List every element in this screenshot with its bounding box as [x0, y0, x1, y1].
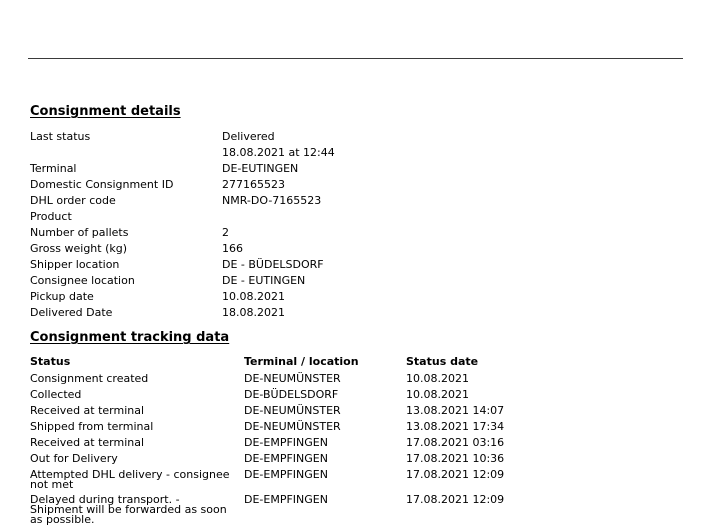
table-row	[30, 492, 550, 526]
detail-value-line: DE - BÜDELSDORF	[222, 258, 324, 271]
detail-value-line: 18.08.2021	[222, 306, 285, 319]
status-cell: Received at terminal	[30, 436, 145, 449]
detail-label: Product	[30, 210, 72, 223]
status-cell: Delayed during transport. - Shipment will be forwarded as soon as possible.	[30, 493, 227, 526]
date-cell: 17.08.2021 03:16	[406, 436, 505, 449]
detail-row-shipper-location	[30, 257, 430, 273]
date-cell: 13.08.2021 17:34	[406, 420, 505, 433]
terminal-cell: DE-NEUMÜNSTER	[244, 404, 341, 417]
table-row	[30, 371, 550, 387]
detail-value-line	[222, 209, 430, 225]
date-cell: 13.08.2021 14:07	[406, 404, 505, 417]
detail-value-line: Delivered	[222, 130, 275, 143]
detail-value	[222, 129, 430, 161]
detail-row-last-status	[30, 129, 430, 161]
date-cell: 17.08.2021 10:36	[406, 452, 505, 465]
detail-label: Number of pallets	[30, 226, 129, 239]
detail-label: Consignee location	[30, 274, 135, 287]
column-header-terminal: Terminal / location	[244, 355, 359, 368]
detail-value-line: NMR-DO-7165523	[222, 194, 322, 207]
detail-value-line: 166	[222, 242, 243, 255]
column-header-status: Status	[30, 355, 71, 368]
terminal-cell: DE-EMPFINGEN	[244, 493, 328, 506]
detail-row-gross-weight	[30, 241, 430, 257]
tracking-table-header	[30, 354, 550, 371]
header-divider	[28, 58, 683, 59]
detail-label: DHL order code	[30, 194, 116, 207]
terminal-cell: DE-EMPFINGEN	[244, 436, 328, 449]
table-row	[30, 387, 550, 403]
detail-value-line: DE-EUTINGEN	[222, 162, 299, 175]
tracking-data-heading: Consignment tracking data	[30, 330, 230, 345]
status-cell: Consignment created	[30, 372, 149, 385]
detail-value-line: 2	[222, 226, 229, 239]
table-row	[30, 467, 550, 492]
terminal-cell: DE-EMPFINGEN	[244, 468, 328, 481]
detail-value-line: DE - EUTINGEN	[222, 274, 306, 287]
detail-row-terminal	[30, 161, 430, 177]
table-row	[30, 451, 550, 467]
detail-row-order-code	[30, 193, 430, 209]
detail-row-consignment-id	[30, 177, 430, 193]
detail-label: Last status	[30, 130, 91, 143]
detail-value-line: 277165523	[222, 178, 285, 191]
terminal-cell: DE-NEUMÜNSTER	[244, 372, 341, 385]
detail-label: Delivered Date	[30, 306, 113, 319]
detail-row-pallets	[30, 225, 430, 241]
detail-row-delivered-date	[30, 305, 430, 321]
detail-label: Terminal	[30, 162, 77, 175]
terminal-cell: DE-BÜDELSDORF	[244, 388, 339, 401]
date-cell: 10.08.2021	[406, 388, 469, 401]
table-row	[30, 435, 550, 451]
status-cell: Collected	[30, 388, 82, 401]
status-cell: Received at terminal	[30, 404, 145, 417]
table-row	[30, 403, 550, 419]
detail-row-pickup-date	[30, 289, 430, 305]
terminal-cell: DE-EMPFINGEN	[244, 452, 328, 465]
detail-label: Pickup date	[30, 290, 94, 303]
date-cell: 10.08.2021	[406, 372, 469, 385]
table-row	[30, 419, 550, 435]
detail-value-line: 10.08.2021	[222, 290, 285, 303]
terminal-cell: DE-NEUMÜNSTER	[244, 420, 341, 433]
date-cell: 17.08.2021 12:09	[406, 493, 505, 506]
status-cell: Shipped from terminal	[30, 420, 154, 433]
detail-label: Shipper location	[30, 258, 120, 271]
date-cell: 17.08.2021 12:09	[406, 468, 505, 481]
consignment-details-list	[30, 129, 430, 321]
detail-row-consignee-location	[30, 273, 430, 289]
detail-label: Gross weight (kg)	[30, 242, 128, 255]
detail-row-product	[30, 209, 430, 225]
detail-value-line: 18.08.2021 at 12:44	[222, 146, 335, 159]
status-cell: Out for Delivery	[30, 452, 118, 465]
status-cell: Attempted DHL delivery - consignee not met	[30, 468, 230, 491]
tracking-table	[30, 354, 550, 526]
detail-label: Domestic Consignment ID	[30, 178, 174, 191]
column-header-date: Status date	[406, 355, 479, 368]
consignment-details-heading: Consignment details	[30, 104, 181, 119]
